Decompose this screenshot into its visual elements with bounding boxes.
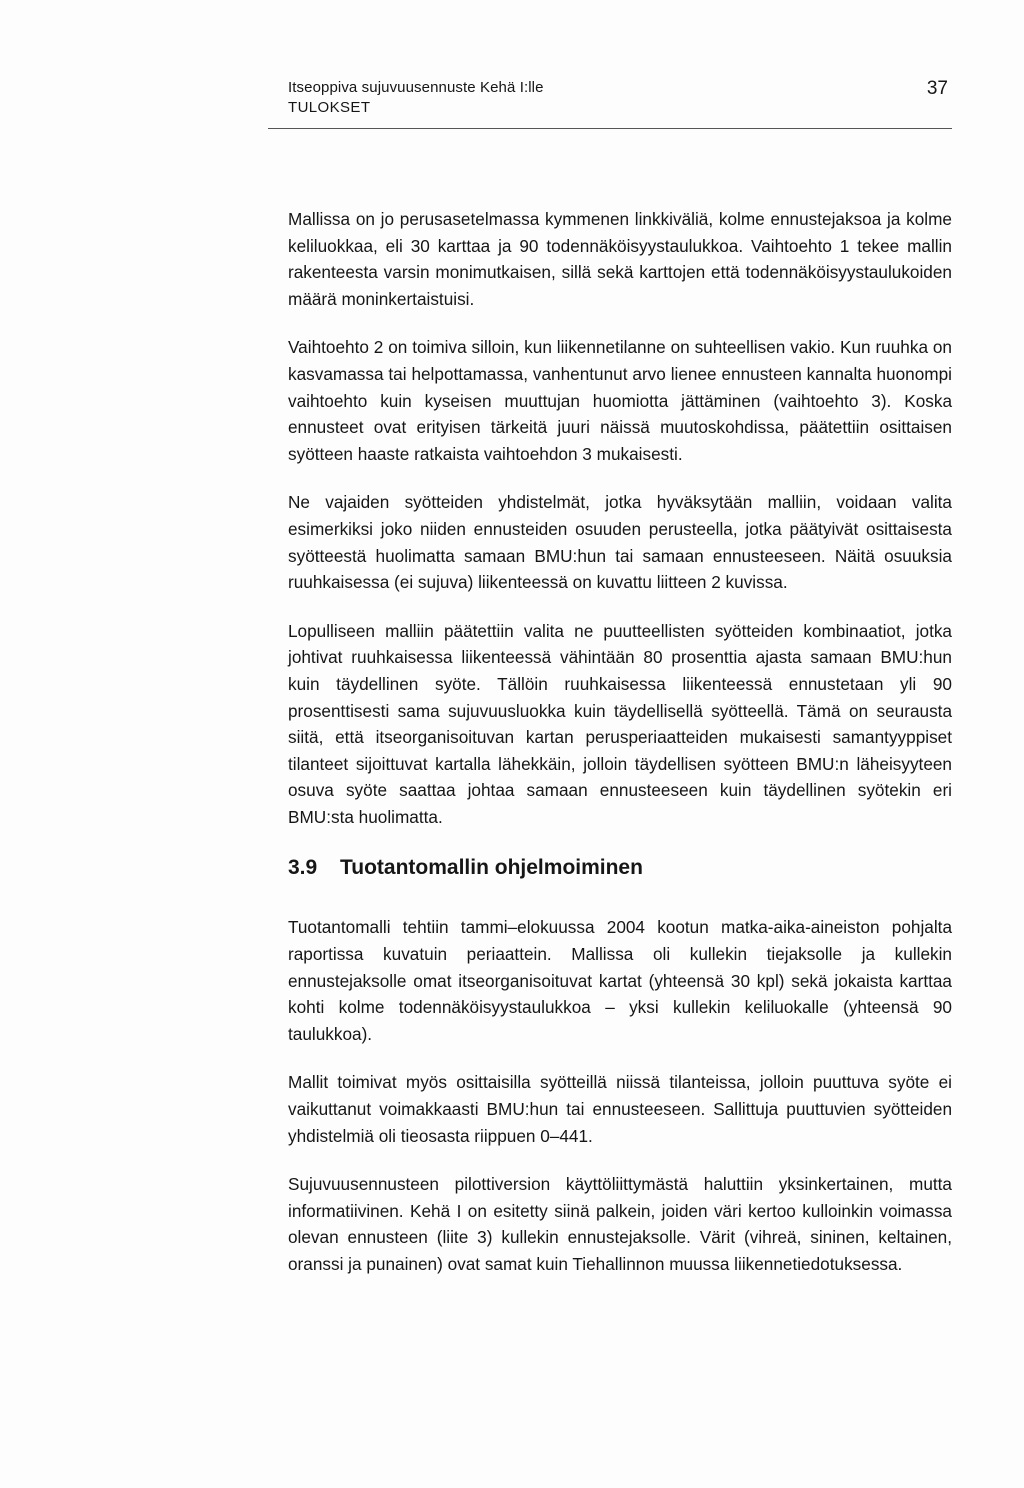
paragraph: Mallit toimivat myös osittaisilla syötteillä niissä tilanteissa, jolloin puuttuva syöte ei vaikuttanut voimakkaasti BMU:hun tai ennusteeseen. Sallittuja puuttuvien syötteiden yhdistelmiä oli tieosasta riippuen 0–441.: [288, 1072, 952, 1146]
page-body: [288, 206, 952, 1300]
paragraph: Lopulliseen malliin päätettiin valita ne puutteellisten syötteiden kombinaatiot, jotka johtivat ruuhkaisessa liikenteessä vähintään 80 prosenttia ajasta samaan BMU:hun kuin täydellinen syöte. Tällöin ruuhkaisessa liikenteessä ennustetaan yli 90 prosenttisesti sama sujuvuusluokka kuin täydellisellä syötteellä. Tämä on seurausta siitä, että itseorganisoituvan kartan perusperiaatteiden mukaisesti samantyyppiset tilanteet sijoittuvat kartalla lähekkäin, jolloin täydellisen syötteen BMU:n läheisyyteen osuva syöte saattaa johtaa samaan ennusteeseen kuin täydellinen syötekin eri BMU:sta huolimatta.: [288, 620, 952, 827]
header-section: TULOKSET: [288, 99, 371, 116]
section-heading: [288, 854, 952, 882]
section-title: Tuotantomallin ohjelmoiminen: [340, 856, 643, 880]
running-header: [288, 78, 952, 118]
paragraph: Vaihtoehto 2 on toimiva silloin, kun liikennetilanne on suhteellisen vakio. Kun ruuhka on kasvamassa tai helpottamassa, vanhentunut arvo lienee ennusteen kannalta huonompi vaihtoehto kuin kyseisen muuttujan huomiotta jättäminen (vaihtoehto 3). Koska ennusteet ovat erityisen tärkeitä juuri näissä muutoskohdissa, päätettiin osittaisen syötteen haaste ratkaista vaihtoehdon 3 mukaisesti.: [288, 337, 952, 464]
header-rule: [268, 128, 952, 129]
page-number: 37: [926, 78, 948, 99]
section-number: 3.9: [288, 856, 318, 880]
header-title: Itseoppiva sujuvuusennuste Kehä I:lle: [288, 79, 544, 96]
paragraph: Mallissa on jo perusasetelmassa kymmenen linkkiväliä, kolme ennustejaksoa ja kolme keliluokkaa, eli 30 karttaa ja 90 todennäköisyystaulukkoa. Vaihtoehto 1 tekee mallin rakenteesta varsin monimutkaisen, sillä sekä karttojen että todennäköisyystaulukoiden määrä moninkertaistuisi.: [288, 209, 952, 309]
paragraph: Ne vajaiden syötteiden yhdistelmät, jotka hyväksytään malliin, voidaan valita esimerkiksi joko niiden ennusteiden osuuden perusteella, jotka päätyivät osittaisesta syötteestä huolimatta samaan BMU:hun tai samaan ennusteeseen. Näitä osuuksia ruuhkaisessa (ei sujuva) liikenteessä on kuvattu liitteen 2 kuvissa.: [288, 492, 952, 593]
paragraph: Sujuvuusennusteen pilottiversion käyttöliittymästä haluttiin yksinkertainen, mutta informatiivinen. Kehä I on esitetty siinä palkein, joiden väri kertoo kulloinkin voimassa olevan ennusteen (liite 3) kullekin ennustejaksolle. Värit (vihreä, sininen, keltainen, oranssi ja punainen) ovat samat kuin Tiehallinnon muussa liikennetiedotuksessa.: [288, 1174, 952, 1274]
paragraph: Tuotantomalli tehtiin tammi–elokuussa 2004 kootun matka-aika-aineiston pohjalta raportissa kuvatuin periaattein. Mallissa oli kullekin tiejaksolle ja kullekin ennustejaksolle omat itseorganisoituvat kartat (yhteensä 30 kpl) sekä jokaista karttaa kohti kolme todennäköisyystaulukkoa – yksi kullekin keliluokalle (yhteensä 90 taulukkoa).: [288, 917, 952, 1044]
